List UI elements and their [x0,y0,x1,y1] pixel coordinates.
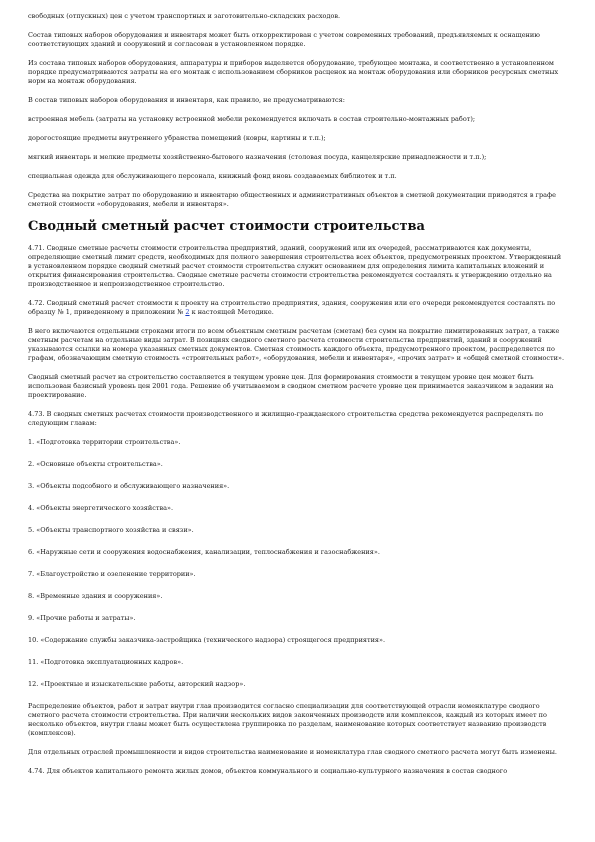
chapter-list [28,438,566,689]
paragraph: встроенная мебель (затраты на установку встроенной мебели рекомендуется включать в состав строительно-монтажных работ); [28,115,476,123]
list-item: 2. «Основные объекты строительства». [28,460,163,468]
paragraph: мягкий инвентарь и мелкие предметы хозяйственно-бытового назначения (столовая посуда, канцелярские принадлежности и т.п.); [28,153,487,161]
list-item: 3. «Объекты подсобного и обслуживающего назначения». [28,482,230,490]
list-item: 8. «Временные здания и сооружения». [28,592,163,600]
paragraph: Состав типовых наборов оборудования и инвентаря может быть откорректирован с учетом современных требований, предъявляемых к оснащению соответствующих зданий и сооружений и согласован в установленном порядке. [28,31,540,48]
document-page [28,12,566,786]
paragraph-text: к настоящей Методике. [189,308,274,316]
paragraph: дорогостоящие предметы внутреннего убранства помещений (ковры, картины и т.п.); [28,134,326,142]
list-item: 10. «Содержание службы заказчика-застройщика (технического надзора) строящегося предприятия». [28,636,386,644]
paragraph-4-71: 4.71. Сводные сметные расчеты стоимости строительства предприятий, зданий, сооружений или их очередей, рассматриваются как документы, определяющие сметный лимит средств, необходимых для полного завершения строительства всех объектов, предусмотренных проектом. Утвержденный в установленном порядке сводный сметный расчет стоимости строительства служит основанием для определения лимита капитальных вложений и открытия финансирования строительства. Сводные сметные расчеты стоимости строительства рекомендуется составлять к утверждению отдельно на производственное и непроизводственное строительство. [28,244,562,288]
list-item: 1. «Подготовка территории строительства». [28,438,181,446]
paragraph: В него включаются отдельными строками итоги по всем объектным сметным расчетам (сметам) без сумм на покрытие лимитированных затрат, а также сметным расчетам на отдельные виды затрат. В позициях сводного сметного расчета стоимости строительства предприятий, зданий и сооружений указываются ссылки на номера указанных сметных документов. Сметная стоимость каждого объекта, предусмотренного проектом, распределяется по графам, обозначающим сметную стоимость «строительных работ», «оборудования, мебели и инвентаря», «прочих затрат» и «общей сметной стоимости». [28,327,565,362]
paragraph: В состав типовых наборов оборудования и инвентаря, как правило, не предусматриваются: [28,96,345,104]
list-item: 7. «Благоустройство и озеленение территории». [28,570,196,578]
paragraph-4-72 [28,299,566,317]
list-item: 9. «Прочие работы и затраты». [28,614,136,622]
paragraph: Средства на покрытие затрат по оборудованию и инвентарю общественных и административных объектов в сметной документации приводятся в графе сметной стоимости «оборудования, мебели и инвентаря». [28,191,556,208]
paragraph: Для отдельных отраслей промышленности и видов строительства наименование и номенклатура глав сводного сметного расчета могут быть изменены. [28,748,557,756]
paragraph: Сводный сметный расчет на строительство составляется в текущем уровне цен. Для формирования стоимости в текущем уровне цен может быть использован базисный уровень цен 2001 года. Решение об учитываемом в сводном сметном расчете уровне цен принимается заказчиком в задании на проектирование. [28,373,554,399]
paragraph-text: 4.72. Сводный сметный расчет стоимости к проекту на строительство предприятия, здания, сооружения или его очереди рекомендуется составлять по образцу № 1, приведенному в приложении № [28,299,556,316]
paragraph: Распределение объектов, работ и затрат внутри глав производится согласно специализации для соответствующей отрасли номенклатуре сводного сметного расчета стоимости строительства. При наличии нескольких видов законченных производств или комплексов, каждый из которых имеет по несколько объектов, внутри главы может быть осуществлена группировка по разделам, наименование которых соответствует названию производств (комплексов). [28,702,547,737]
paragraph: свободных (отпускных) цен с учетом транспортных и заготовительно-складских расходов. [28,12,341,20]
list-item: 12. «Проектные и изыскательские работы, авторский надзор». [28,680,246,688]
list-item: 5. «Объекты транспортного хозяйства и связи». [28,526,194,534]
paragraph-4-73: 4.73. В сводных сметных расчетах стоимости производственного и жилищно-гражданского строительства средства рекомендуется распределять по следующим главам: [28,410,544,427]
appendix-link[interactable]: 2 [185,308,190,316]
list-item: 4. «Объекты энергетического хозяйства». [28,504,174,512]
paragraph-4-74: 4.74. Для объектов капитального ремонта жилых домов, объектов коммунального и социально-культурного назначения в состав сводного [28,767,508,775]
list-item: 6. «Наружные сети и сооружения водоснабжения, канализации, теплоснабжения и газоснабжения». [28,548,380,556]
list-item: 11. «Подготовка эксплуатационных кадров». [28,658,184,666]
section-heading: Сводный сметный расчет стоимости строительства [28,219,425,234]
paragraph: специальная одежда для обслуживающего персонала, книжный фонд вновь создаваемых библиотек и т.п. [28,172,397,180]
paragraph: Из состава типовых наборов оборудования, аппаратуры и приборов выделяется оборудование, требующее монтажа, и соответственно в установленном порядке предусматриваются затраты на его монтаж с использованием сборников расценок на монтаж оборудования или сборников ресурсных сметных норм на монтаж оборудования. [28,59,559,85]
